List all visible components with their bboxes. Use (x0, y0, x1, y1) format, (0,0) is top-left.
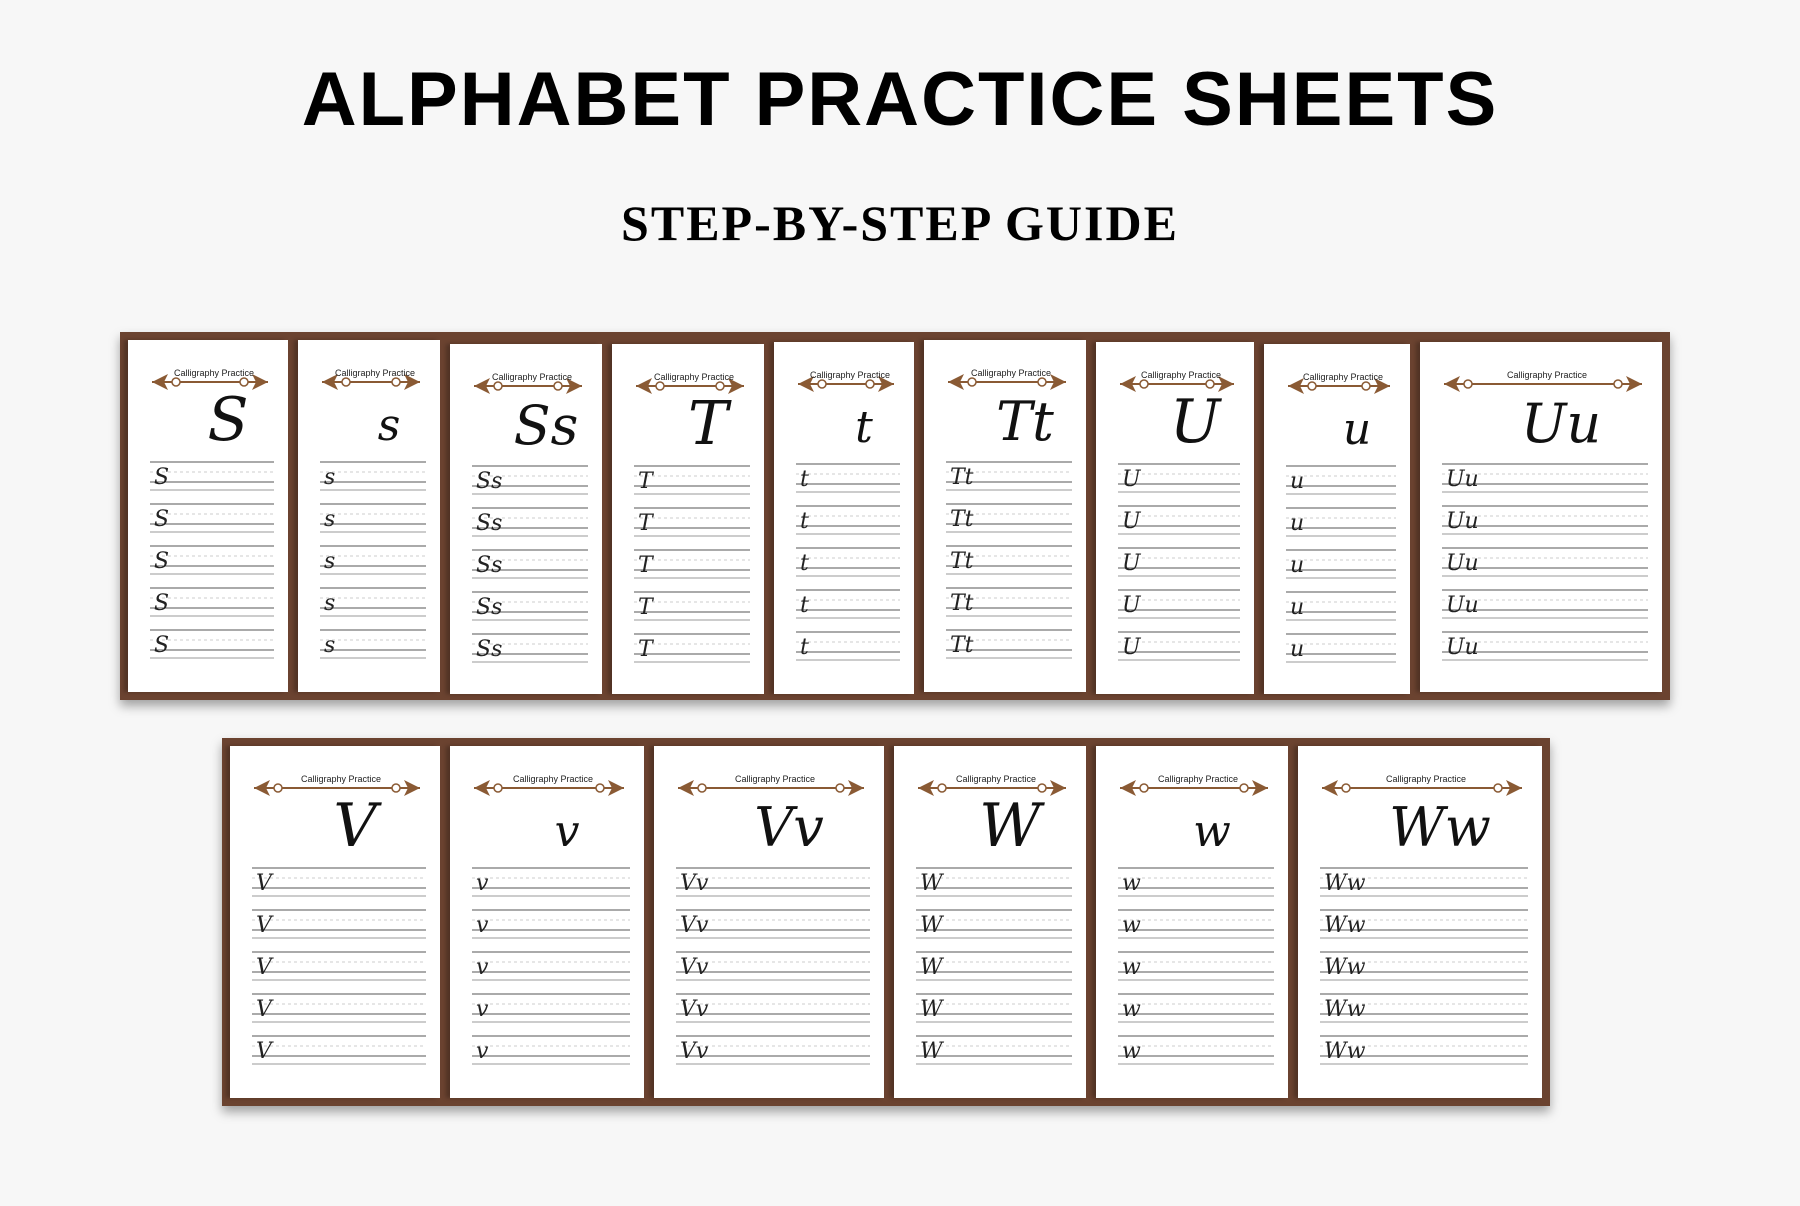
sheet-header-text: Calligraphy Practice (512, 774, 594, 784)
trace-letter: s (324, 591, 336, 616)
trace-letter: Ss (476, 469, 503, 494)
practice-row (1118, 868, 1274, 896)
trace-letter: V (256, 1039, 272, 1064)
sheet-header-text: Calligraphy Practice (1506, 370, 1588, 380)
sheet-header-text: Calligraphy Practice (734, 774, 816, 784)
big-letter: t (855, 402, 873, 453)
big-letter: u (1342, 404, 1372, 455)
sheet-header-text: Calligraphy Practice (970, 368, 1052, 378)
big-letter: T (687, 389, 729, 459)
trace-letter: u (1290, 595, 1305, 620)
trace-letter: U (1122, 467, 1141, 492)
trace-letter: Vv (680, 871, 709, 896)
trace-letter: Ss (476, 595, 503, 620)
big-letter: Uu (1520, 392, 1602, 455)
trace-letter: w (1122, 955, 1141, 980)
trace-letter: S (154, 507, 170, 532)
trace-letter: v (476, 1039, 489, 1064)
practice-row (676, 868, 870, 896)
trace-letter: U (1122, 635, 1141, 660)
trace-letter: u (1290, 469, 1305, 494)
practice-row (150, 504, 274, 532)
sheet-drawing (1420, 342, 1662, 692)
trace-letter: Vv (680, 955, 709, 980)
sheet-header-text: Calligraphy Practice (1157, 774, 1239, 784)
practice-row (1118, 952, 1274, 980)
sheet-header-text: Calligraphy Practice (653, 372, 735, 382)
sheet-header-text: Calligraphy Practice (1140, 370, 1222, 380)
trace-letter: Uu (1446, 467, 1479, 492)
practice-row (472, 1036, 630, 1064)
practice-row (252, 910, 426, 938)
practice-row (1118, 1036, 1274, 1064)
sheet-drawing (230, 746, 440, 1098)
practice-row (472, 592, 588, 620)
practice-row (1320, 1036, 1528, 1064)
trace-letter: Uu (1446, 593, 1479, 618)
practice-row (1118, 910, 1274, 938)
trace-letter: w (1122, 913, 1141, 938)
trace-letter: Vv (680, 913, 709, 938)
practice-row (252, 868, 426, 896)
practice-row (634, 508, 750, 536)
practice-row (1118, 464, 1240, 492)
trace-letter: s (324, 507, 336, 532)
practice-row (676, 994, 870, 1022)
trace-letter: s (324, 549, 336, 574)
practice-sheet-v (450, 746, 644, 1098)
sheet-drawing (894, 746, 1086, 1098)
big-letter: v (554, 806, 580, 857)
practice-row (472, 508, 588, 536)
page-title: ALPHABET PRACTICE SHEETS (301, 57, 1499, 142)
trace-letter: U (1122, 551, 1141, 576)
sheet-header-text: Calligraphy Practice (300, 774, 382, 784)
trace-letter: Ss (476, 637, 503, 662)
practice-row (1286, 466, 1396, 494)
sheet-drawing (612, 344, 764, 694)
trace-letter: Tt (950, 633, 974, 658)
trace-letter: Ww (1324, 871, 1366, 896)
practice-row (916, 910, 1072, 938)
practice-row (1118, 548, 1240, 576)
trace-letter: t (800, 467, 809, 492)
practice-row (472, 910, 630, 938)
practice-row (796, 548, 900, 576)
practice-sheet-t (774, 342, 914, 694)
trace-letter: w (1122, 997, 1141, 1022)
practice-row (946, 462, 1072, 490)
trace-letter: v (476, 871, 489, 896)
trace-letter: t (800, 593, 809, 618)
trace-letter: Ww (1324, 913, 1366, 938)
practice-row (320, 462, 426, 490)
practice-row (796, 632, 900, 660)
practice-sheet-Uu (1420, 342, 1662, 692)
practice-row (252, 1036, 426, 1064)
practice-row (1442, 632, 1648, 660)
practice-sheet-S (128, 340, 288, 692)
practice-row (1320, 994, 1528, 1022)
practice-sheet-u (1264, 344, 1410, 694)
sheet-drawing (1096, 746, 1288, 1098)
practice-sheet-T (612, 344, 764, 694)
practice-row (1286, 634, 1396, 662)
trace-letter: t (800, 635, 809, 660)
practice-row (946, 588, 1072, 616)
practice-row (252, 994, 426, 1022)
practice-row (634, 634, 750, 662)
sheet-drawing (1096, 342, 1254, 694)
trace-letter: u (1290, 637, 1305, 662)
practice-row (150, 546, 274, 574)
practice-row (1320, 910, 1528, 938)
practice-sheet-w (1096, 746, 1288, 1098)
practice-row (916, 1036, 1072, 1064)
big-letter: V (333, 791, 377, 861)
trace-letter: V (256, 955, 272, 980)
practice-row (916, 994, 1072, 1022)
trace-letter: S (154, 633, 170, 658)
trace-letter: U (1122, 593, 1141, 618)
practice-row (320, 504, 426, 532)
trace-letter: T (638, 469, 653, 494)
big-letter: Tt (996, 390, 1054, 453)
practice-row (796, 464, 900, 492)
practice-sheet-Vv (654, 746, 884, 1098)
practice-row (1442, 464, 1648, 492)
practice-row (472, 634, 588, 662)
big-letter: W (979, 791, 1041, 861)
big-letter: Ss (513, 394, 579, 457)
practice-row (472, 994, 630, 1022)
practice-row (1286, 550, 1396, 578)
trace-letter: Tt (950, 549, 974, 574)
practice-sheet-Tt (924, 340, 1086, 692)
trace-letter: t (800, 551, 809, 576)
practice-row (634, 592, 750, 620)
trace-letter: S (154, 549, 170, 574)
sheet-drawing (924, 340, 1086, 692)
practice-row (676, 1036, 870, 1064)
practice-row (1286, 508, 1396, 536)
practice-sheet-Ss (450, 344, 602, 694)
practice-row (320, 630, 426, 658)
trace-letter: Ww (1324, 1039, 1366, 1064)
sheet-header-text: Calligraphy Practice (1385, 774, 1467, 784)
practice-row (1118, 994, 1274, 1022)
practice-row (946, 630, 1072, 658)
trace-letter: T (638, 595, 653, 620)
trace-letter: s (324, 633, 336, 658)
trace-letter: V (256, 913, 272, 938)
practice-row (320, 588, 426, 616)
big-letter: s (377, 400, 401, 451)
practice-row (150, 588, 274, 616)
practice-row (1442, 506, 1648, 534)
trace-letter: W (920, 955, 943, 980)
practice-row (946, 546, 1072, 574)
big-letter: Vv (754, 796, 824, 859)
sheet-header-text: Calligraphy Practice (1302, 372, 1384, 382)
sheet-drawing (1264, 344, 1410, 694)
practice-row (916, 868, 1072, 896)
trace-letter: u (1290, 511, 1305, 536)
sheet-drawing (774, 342, 914, 694)
practice-sheet-V (230, 746, 440, 1098)
sheet-drawing (298, 340, 440, 692)
practice-row (320, 546, 426, 574)
practice-sheet-Ww (1298, 746, 1542, 1098)
trace-letter: Vv (680, 1039, 709, 1064)
trace-letter: v (476, 913, 489, 938)
trace-letter: Ss (476, 553, 503, 578)
sheet-header-text: Calligraphy Practice (173, 368, 255, 378)
practice-sheet-s (298, 340, 440, 692)
practice-row (472, 868, 630, 896)
practice-row (1442, 590, 1648, 618)
trace-letter: v (476, 955, 489, 980)
practice-row (150, 462, 274, 490)
practice-row (1320, 868, 1528, 896)
trace-letter: Ss (476, 511, 503, 536)
practice-row (796, 590, 900, 618)
sheet-drawing (1298, 746, 1542, 1098)
trace-letter: T (638, 511, 653, 536)
trace-letter: Tt (950, 465, 974, 490)
practice-row (252, 952, 426, 980)
trace-letter: Uu (1446, 509, 1479, 534)
sheet-drawing (450, 746, 644, 1098)
trace-letter: Ww (1324, 997, 1366, 1022)
trace-letter: V (256, 871, 272, 896)
trace-letter: S (154, 465, 170, 490)
trace-letter: W (920, 913, 943, 938)
trace-letter: U (1122, 509, 1141, 534)
trace-letter: Tt (950, 591, 974, 616)
trace-letter: u (1290, 553, 1305, 578)
big-letter: S (207, 385, 249, 455)
practice-row (1118, 506, 1240, 534)
trace-letter: W (920, 871, 943, 896)
trace-letter: W (920, 1039, 943, 1064)
big-letter: Ww (1389, 796, 1491, 859)
trace-letter: T (638, 637, 653, 662)
page-subtitle: STEP-BY-STEP GUIDE (621, 195, 1179, 251)
big-letter: U (1169, 387, 1221, 457)
sheet-drawing (654, 746, 884, 1098)
practice-row (1118, 590, 1240, 618)
trace-letter: t (800, 509, 809, 534)
practice-row (150, 630, 274, 658)
practice-row (1442, 548, 1648, 576)
trace-letter: s (324, 465, 336, 490)
practice-row (1286, 592, 1396, 620)
trace-letter: T (638, 553, 653, 578)
practice-sheet-U (1096, 342, 1254, 694)
trace-letter: w (1122, 1039, 1141, 1064)
practice-row (676, 910, 870, 938)
practice-row (472, 550, 588, 578)
practice-row (634, 550, 750, 578)
sheet-header-text: Calligraphy Practice (955, 774, 1037, 784)
practice-row (676, 952, 870, 980)
sheet-drawing (128, 340, 288, 692)
practice-row (916, 952, 1072, 980)
trace-letter: W (920, 997, 943, 1022)
sheet-header-text: Calligraphy Practice (334, 368, 416, 378)
trace-letter: v (476, 997, 489, 1022)
big-letter: w (1193, 806, 1231, 857)
practice-row (1118, 632, 1240, 660)
trace-letter: S (154, 591, 170, 616)
sheet-drawing (450, 344, 602, 694)
practice-row (1320, 952, 1528, 980)
trace-letter: V (256, 997, 272, 1022)
trace-letter: w (1122, 871, 1141, 896)
practice-row (634, 466, 750, 494)
practice-row (472, 952, 630, 980)
trace-letter: Tt (950, 507, 974, 532)
practice-row (472, 466, 588, 494)
trace-letter: Uu (1446, 551, 1479, 576)
trace-letter: Uu (1446, 635, 1479, 660)
sheet-header-text: Calligraphy Practice (809, 370, 891, 380)
practice-row (796, 506, 900, 534)
practice-sheet-W (894, 746, 1086, 1098)
sheet-header-text: Calligraphy Practice (491, 372, 573, 382)
trace-letter: Vv (680, 997, 709, 1022)
practice-row (946, 504, 1072, 532)
trace-letter: Ww (1324, 955, 1366, 980)
